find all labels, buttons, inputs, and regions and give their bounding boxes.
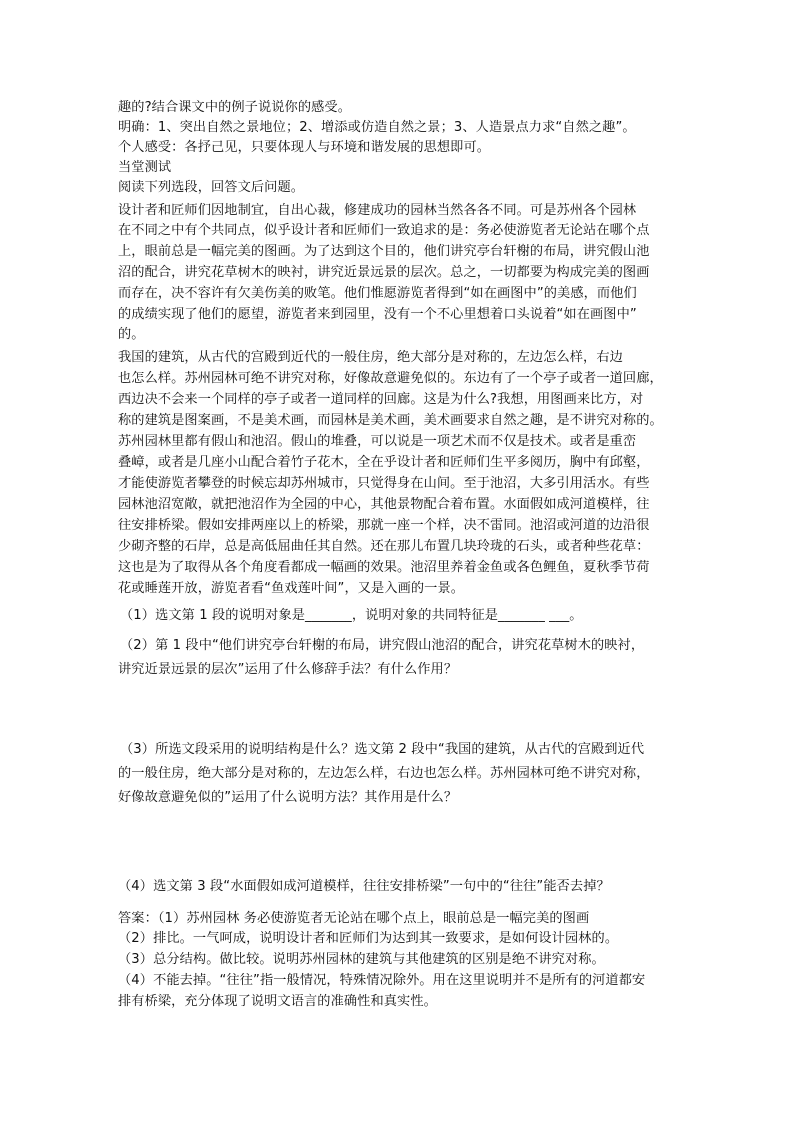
answer-2: （2）排比。一气呵成，说明设计者和匠师们为达到其一致要求，是如何设计园林的。 bbox=[118, 931, 619, 946]
passage-p2-line: 也怎么样。苏州园林可绝不讲究对称，好像故意避免似的。东边有了一个亭子或者一道回廊， bbox=[118, 371, 663, 386]
passage-p3-line: 花或睡莲开放，游览者看“鱼戏莲叶间”，又是入画的一景。 bbox=[118, 581, 465, 596]
question-2-line: （2）第 1 段中“他们讲究亭台轩榭的布局，讲究假山池沼的配合，讲究花草树木的映衬， bbox=[120, 638, 645, 653]
clarification-line: 明确：1、突出自然之景地位；2、增添或仿造自然之景；3、人造景点力求“自然之趣”。 bbox=[118, 120, 636, 135]
passage-p1-line: 上，眼前总是一幅完美的图画。为了达到这个目的，他们讲究亭台轩榭的布局，讲究假山池 bbox=[118, 244, 650, 259]
passage-p3-line: 园林池沼宽敞，就把池沼作为全园的中心，其他景物配合着布置。水面假如成河道模样，往 bbox=[118, 497, 650, 512]
passage-p1-line: 的。 bbox=[118, 327, 145, 342]
section-title: 当堂测试 bbox=[118, 160, 172, 175]
passage-p1-line: 设计者和匠师们因地制宜，自出心裁，修建成功的园林当然各各不同。可是苏州各个园林 bbox=[118, 203, 637, 218]
passage-p3-line: 苏州园林里都有假山和池沼。假山的堆叠，可以说是一项艺术而不仅是技术。或者是重峦 bbox=[118, 434, 637, 449]
answer-1: 答案：（1）苏州园林 务必使游览者无论站在哪个点上，眼前总是一幅完美的图画 bbox=[118, 911, 590, 926]
question-3-line: 的一般住房，绝大部分是对称的，左边怎么样，右边也怎么样。苏州园林可绝不讲究对称， bbox=[118, 766, 650, 781]
question-3-line: （3）所选文段采用的说明结构是什么？选文第 2 段中“我国的建筑，从古代的宫殿到近代 bbox=[120, 742, 645, 757]
passage-p1-line: 沼的配合，讲究花草树木的映衬，讲究近景远景的层次。总之，一切都要为构成完美的图画 bbox=[118, 265, 650, 280]
passage-p3-line: 这也是为了取得从各个角度看都成一幅画的效果。池沼里养着金鱼或各色鲤鱼，夏秋季节荷 bbox=[118, 560, 650, 575]
question-3-line: 好像故意避免似的”运用了什么说明方法？其作用是什么？ bbox=[118, 790, 458, 805]
instruction-line: 阅读下列选段，回答文后问题。 bbox=[118, 180, 305, 195]
question-4: （4）选文第 3 段“水面假如成河道模样，往往安排桥梁”一句中的“往往”能否去掉？ bbox=[118, 879, 610, 894]
passage-p1-line: 在不同之中有个共同点，似乎设计者和匠师们一致追求的是：务必使游览者无论站在哪个点 bbox=[118, 223, 650, 238]
passage-p3-line: 才能使游览者攀登的时候忘却苏州城市，只觉得身在山间。至于池沼，大多引用活水。有些 bbox=[118, 476, 650, 491]
intro-line-1: 趣的?结合课文中的例子说说你的感受。 bbox=[118, 100, 351, 115]
question-1: （1）选文第 1 段的说明对象是_______，说明对象的共同特征是_______ ___。 bbox=[120, 608, 583, 623]
passage-p2-line: 称的建筑是图案画，不是美术画，而园林是美术画，美术画要求自然之趣，是不讲究对称的。 bbox=[118, 413, 663, 428]
answer-4-line: 排有桥梁，充分体现了说明文语言的准确性和真实性。 bbox=[118, 994, 437, 1009]
answer-3: （3）总分结构。做比较。说明苏州园林的建筑与其他建筑的区别是绝不讲究对称。 bbox=[118, 952, 605, 967]
question-2-line: 讲究近景远景的层次”运用了什么修辞手法？有什么作用？ bbox=[118, 662, 458, 677]
passage-p2-line: 西边决不会来一个同样的亭子或者一道同样的回廊。这是为什么?我想，用图画来比方，对 bbox=[118, 392, 644, 407]
personal-feeling-line: 个人感受：各抒己见，只要体现人与环境和谐发展的思想即可。 bbox=[118, 140, 491, 155]
passage-p3-line: 往安排桥梁。假如安排两座以上的桥梁，那就一座一个样，决不雷同。池沼或河道的边沿很 bbox=[118, 518, 650, 533]
passage-p1-line: 的成绩实现了他们的愿望，游览者来到园里，没有一个不心里想着口头说着“如在画图中” bbox=[118, 307, 637, 322]
passage-p1-line: 而存在，决不容许有欠美伤美的败笔。他们惟愿游览者得到“如在画图中”的美感，而他们 bbox=[118, 286, 637, 301]
passage-p3-line: 少砌齐整的石岸，总是高低屈曲任其自然。还在那儿布置几块玲珑的石头，或者种些花草： bbox=[118, 539, 650, 554]
passage-p2-line: 我国的建筑，从古代的宫殿到近代的一般住房，绝大部分是对称的，左边怎么样，右边 bbox=[118, 350, 623, 365]
passage-p3-line: 叠嶂，或者是几座小山配合着竹子花木，全在乎设计者和匠师们生平多阅历，胸中有邱壑， bbox=[118, 455, 650, 470]
answer-4-line: （4）不能去掉。“往往”指一般情况，特殊情况除外。用在这里说明并不是所有的河道都安 bbox=[118, 973, 646, 988]
